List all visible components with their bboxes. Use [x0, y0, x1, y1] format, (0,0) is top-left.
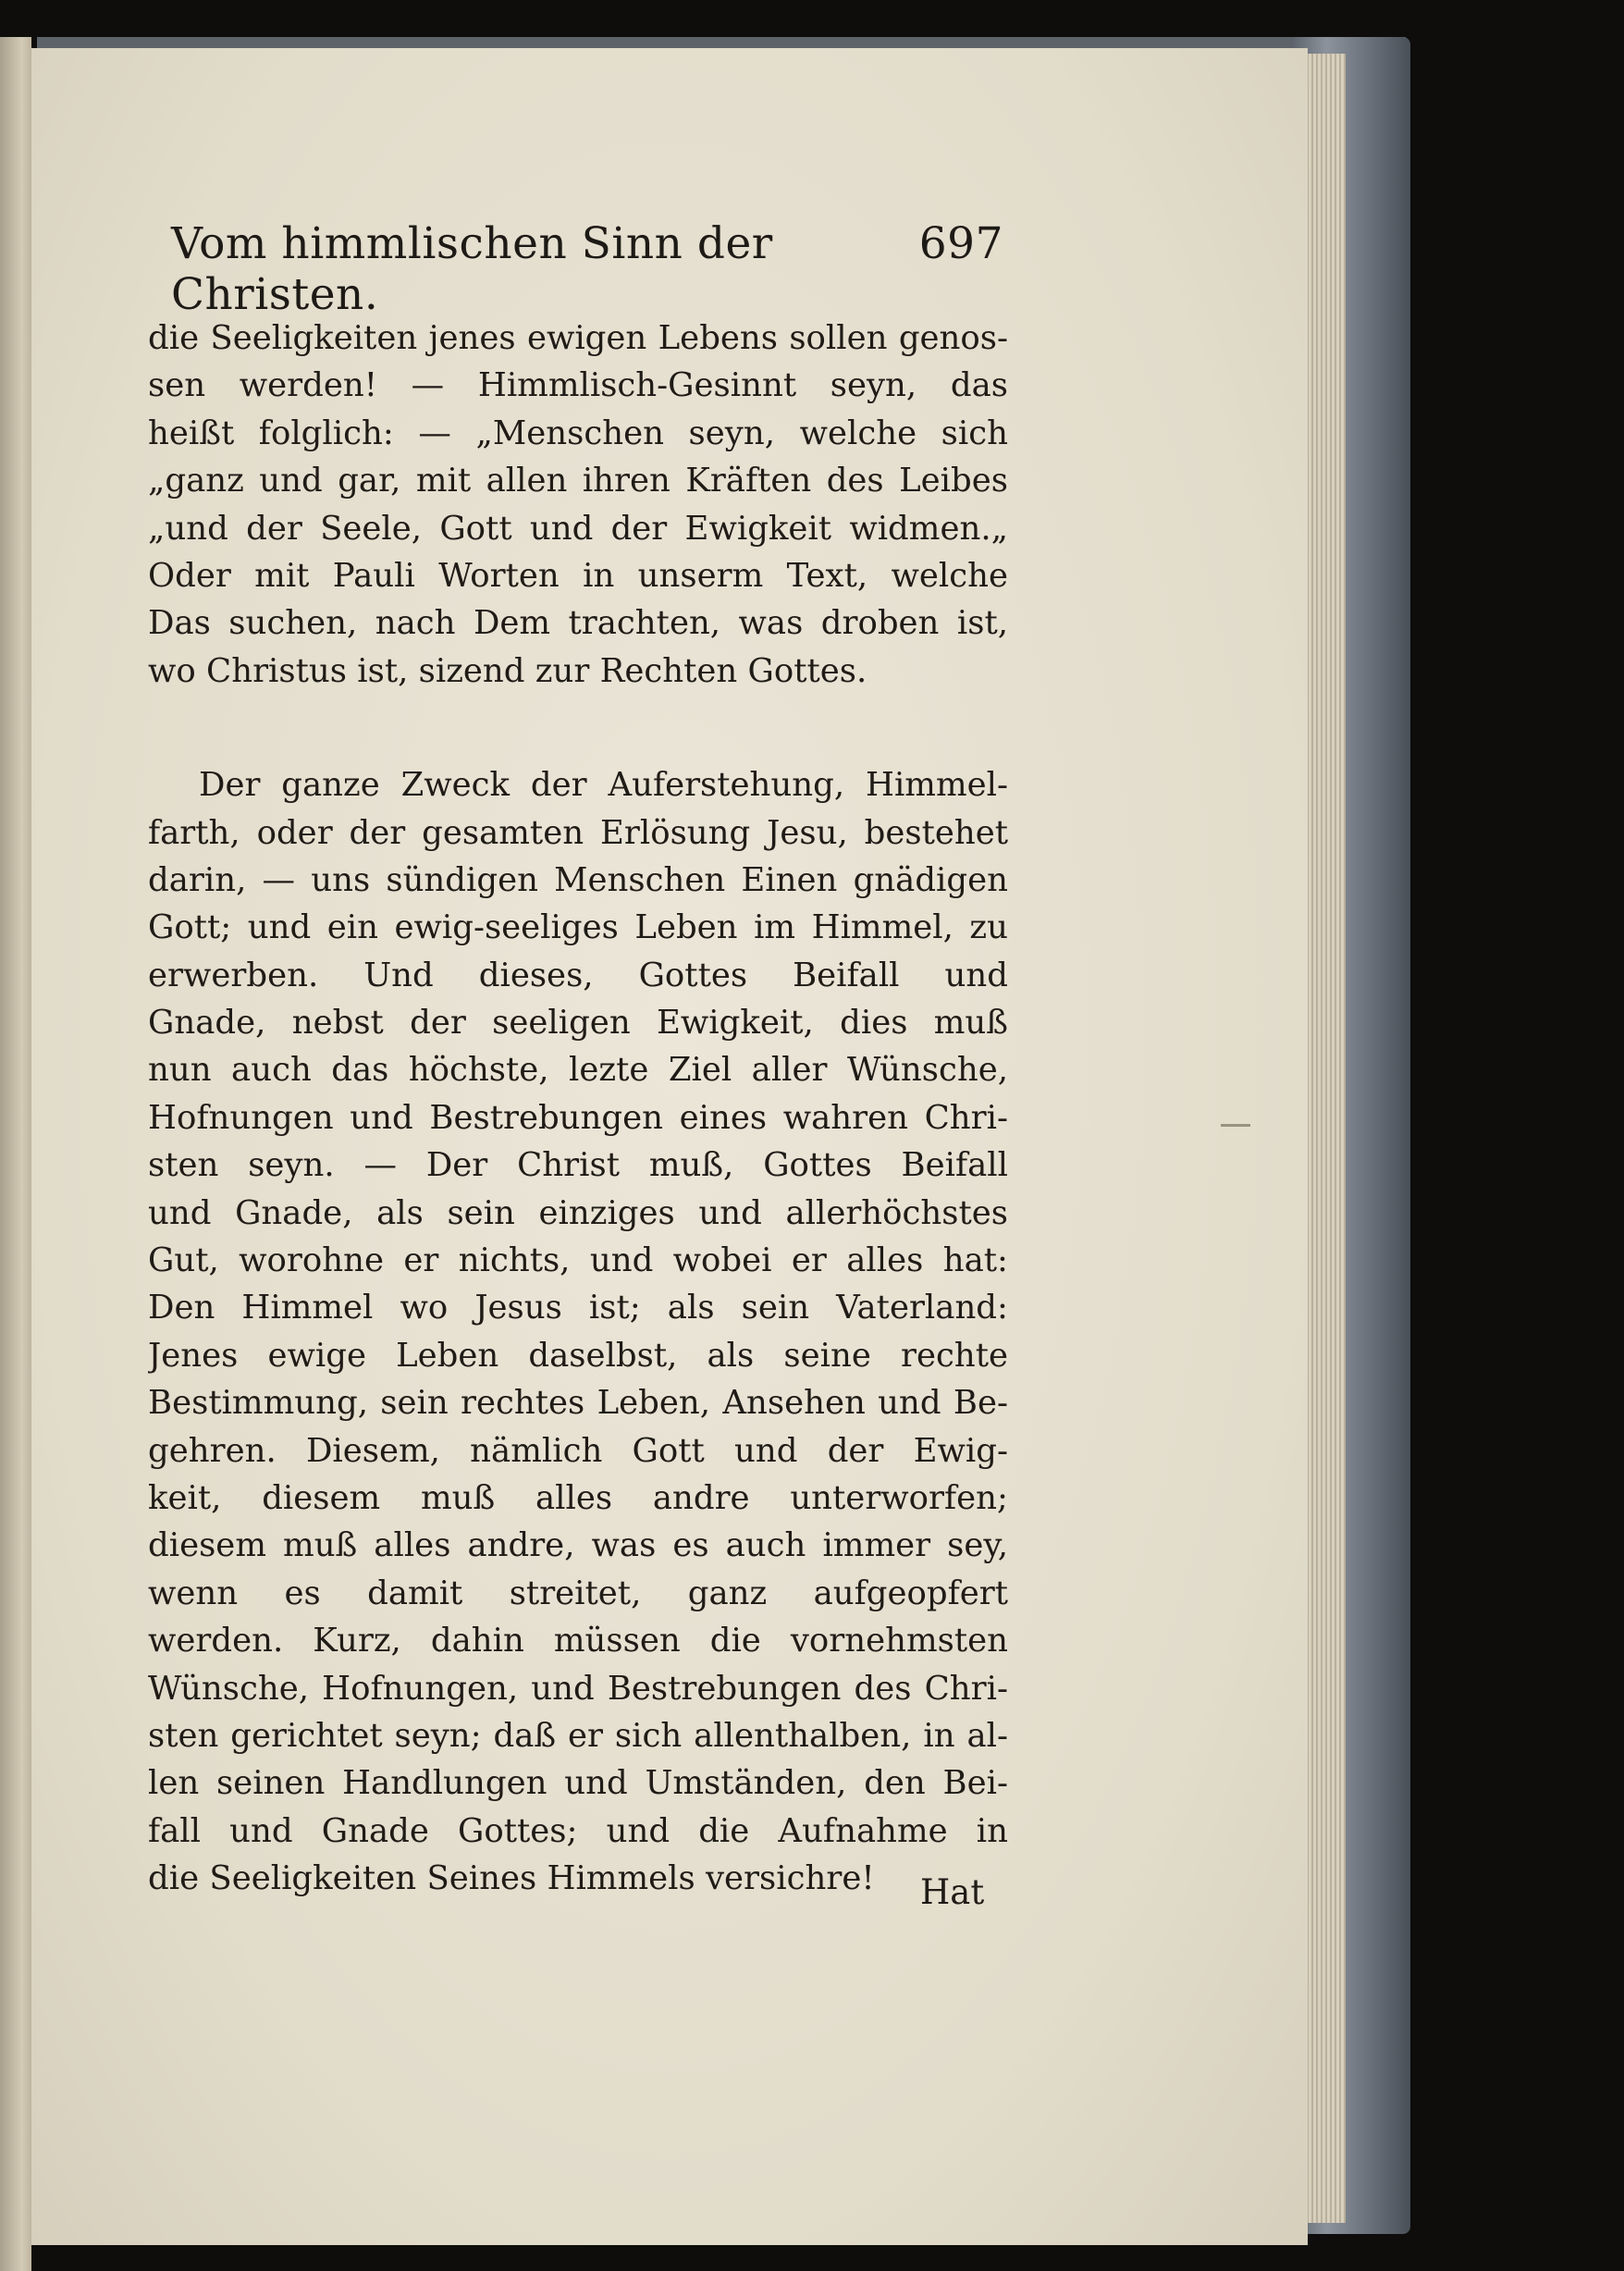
text-line: farth, oder der gesamten Erlösung Jesu, bestehet	[148, 813, 1008, 852]
text-line: Der ganze Zweck der Auferstehung, Himmel-	[199, 766, 1008, 805]
text-line: sen werden! — Himmlisch-Gesinnt seyn, das	[148, 366, 1008, 405]
paragraph-1	[148, 315, 1008, 695]
text-line: fall und Gnade Gottes; und die Aufnahme in	[148, 1811, 1008, 1850]
running-header	[171, 218, 1003, 320]
page-number: 697	[918, 218, 1003, 269]
facing-page-edge	[0, 37, 31, 2271]
catchword: Hat	[920, 1872, 985, 1912]
text-line: Wünsche, Hofnungen, und Bestrebungen des Chri-	[148, 1669, 1008, 1708]
text-line: nun auch das höchste, lezte Ziel aller Wünsche,	[148, 1051, 1008, 1090]
text-line: werden. Kurz, dahin müssen die vornehmsten	[148, 1622, 1008, 1660]
text-line: Den Himmel wo Jesus ist; als sein Vaterland:	[148, 1289, 1008, 1327]
text-line: sten gerichtet seyn; daß er sich allenthalben, in al-	[148, 1716, 1008, 1755]
text-line: sten seyn. — Der Christ muß, Gottes Beifall	[148, 1146, 1008, 1185]
text-line: die Seeligkeiten Seines Himmels versichre!	[148, 1859, 875, 1898]
text-line: wenn es damit streitet, ganz aufgeopfert	[148, 1574, 1008, 1612]
text-line: Jenes ewige Leben daselbst, als seine rechte	[148, 1336, 1008, 1375]
text-line: erwerben. Und dieses, Gottes Beifall und	[148, 956, 1008, 994]
text-line: heißt folglich: — „Menschen seyn, welche sich	[148, 413, 1008, 452]
text-line: gehren. Diesem, nämlich Gott und der Ewig-	[148, 1431, 1008, 1470]
text-line: wo Christus ist, sizend zur Rechten Gottes.	[148, 651, 867, 690]
text-line: und Gnade, als sein einziges und allerhöchstes	[148, 1193, 1008, 1232]
text-line: keit, diesem muß alles andre unterworfen;	[148, 1478, 1008, 1517]
text-line: Gnade, nebst der seeligen Ewigkeit, dies muß	[148, 1004, 1008, 1043]
margin-mark	[1221, 1124, 1250, 1127]
text-line: Gott; und ein ewig-seeliges Leben im Himmel, zu	[148, 908, 1008, 947]
text-line: diesem muß alles andre, was es auch immer sey,	[148, 1526, 1008, 1565]
text-line: Gut, worohne er nichts, und wobei er alles hat:	[148, 1241, 1008, 1280]
text-line: Bestimmung, sein rechtes Leben, Ansehen und Be-	[148, 1384, 1008, 1423]
text-line: Hofnungen und Bestrebungen eines wahren Chri-	[148, 1098, 1008, 1137]
text-line: darin, — uns sündigen Menschen Einen gnädigen	[148, 860, 1008, 899]
paragraph-2	[148, 761, 1008, 1902]
text-line: Das suchen, nach Dem trachten, was droben ist,	[148, 604, 1008, 643]
text-line: „und der Seele, Gott und der Ewigkeit widmen.„	[148, 509, 1008, 548]
body-text	[148, 315, 1008, 1903]
text-line: len seinen Handlungen und Umständen, den Bei-	[148, 1764, 1008, 1803]
running-title: Vom himmlischen Sinn der Christen.	[171, 218, 773, 320]
text-line: „ganz und gar, mit allen ihren Kräften des Leibes	[148, 462, 1008, 500]
text-line: Oder mit Pauli Worten in unserm Text, welche	[148, 556, 1008, 595]
text-line: die Seeligkeiten jenes ewigen Lebens sollen genos-	[148, 319, 1008, 357]
